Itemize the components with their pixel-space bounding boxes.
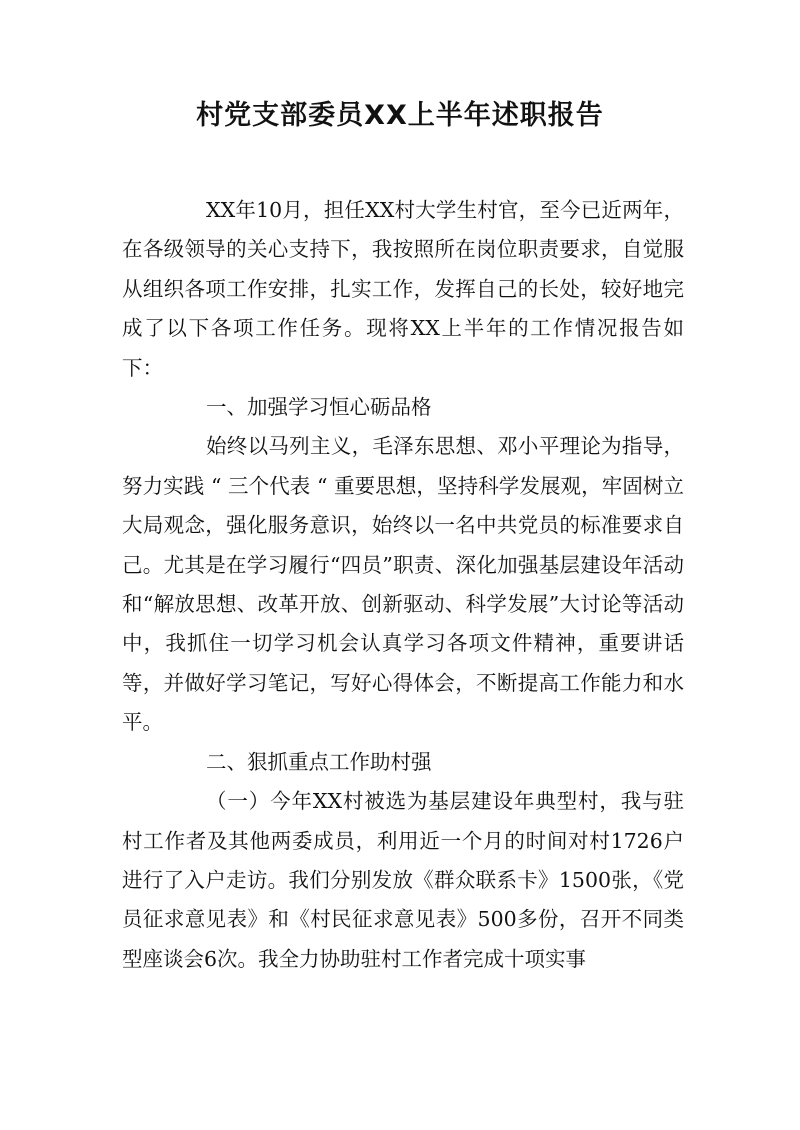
- intro-paragraph: XX年10月，担任XX村大学生村官，至今已近两年，在各级领导的关心支持下，我按照所在岗位职责要求，自觉服从组织各项工作安排，扎实工作，发挥自己的长处，较好地完成了以下各项工作任务。现将XX上半年的工作情况报告如下：: [122, 198, 684, 380]
- section-heading-2: 二、狠抓重点工作助村强: [206, 749, 432, 774]
- document-body: [122, 191, 684, 979]
- section-1-paragraph: 始终以马列主义，毛泽东思想、邓小平理论为指导，努力实践 “ 三个代表 “ 重要思想，坚持科学发展观，牢固树立大局观念，强化服务意识，始终以一名中共党员的标准要求自己。尤其是在学习履行“四员”职责、深化加强基层建设年活动和“解放思想、改革开放、创新驱动、科学发展”大讨论等活动中，我抓住一切学习机会认真学习各项文件精神，重要讲话等，并做好学习笔记，写好心得体会，不断提高工作能力和水平。: [122, 434, 684, 735]
- section-2-paragraph: （一）今年XX村被选为基层建设年典型村，我与驻村工作者及其他两委成员，利用近一个月的时间对村1726户进行了入户走访。我们分别发放《群众联系卡》1500张，《党员征求意见表》和《村民征求意见表》500多份，召开不同类型座谈会6次。我全力协助驻村工作者完成十项实事: [122, 789, 684, 971]
- section-heading-1: 一、加强学习恒心砺品格: [206, 395, 432, 420]
- document-title: 村党支部委员XX上半年述职报告: [196, 100, 604, 131]
